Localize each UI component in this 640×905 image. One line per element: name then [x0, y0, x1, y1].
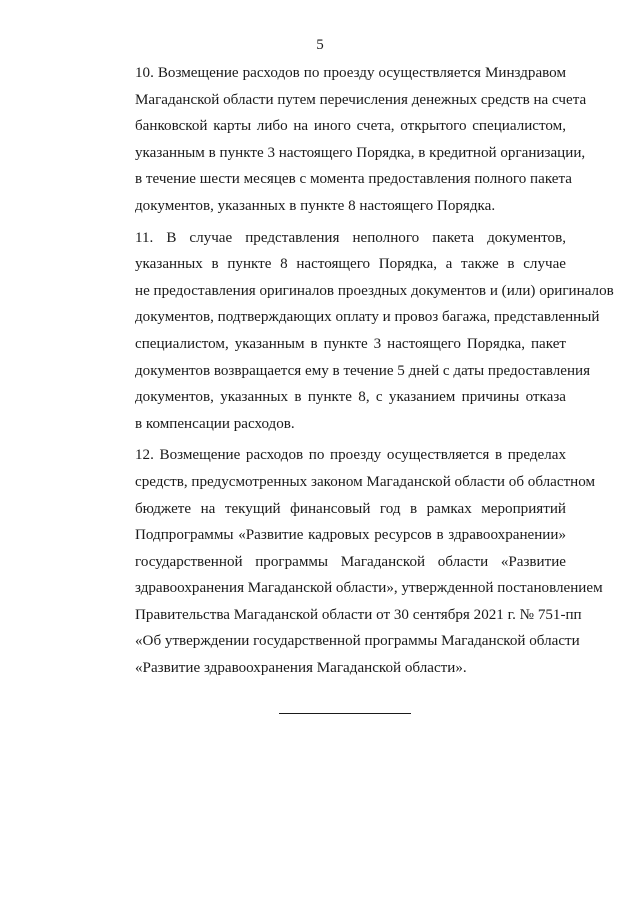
text-line: указанных в пункте 8 настоящего Порядка, а также в случае — [135, 256, 566, 273]
text-line: документов, указанных в пункте 8 настоящего Порядка. — [135, 197, 496, 214]
text-line: не предоставления оригиналов проездных документов и (или) оригиналов — [135, 282, 614, 299]
page-number: 5 — [316, 37, 324, 53]
text-line: Подпрограммы «Развитие кадровых ресурсов в здравоохранении» — [135, 527, 566, 544]
paragraph-11 — [101, 225, 614, 438]
paragraph-10 — [101, 60, 587, 220]
text-line: здравоохранения Магаданской области», утвержденной постановлением — [135, 580, 603, 597]
text-line: в течение шести месяцев с момента предоставления полного пакета — [135, 171, 572, 188]
text-line: 10. Возмещение расходов по проезду осуществляется Минздравом — [135, 65, 566, 81]
text-line: Магаданской области путем перечисления денежных средств на счета — [135, 91, 587, 108]
text-line: Правительства Магаданской области от 30 сентября 2021 г. № 751-пп — [135, 606, 582, 623]
text-line: 12. Возмещение расходов по проезду осуществляется в пределах — [135, 447, 566, 464]
text-line: государственной программы Магаданской области «Развитие — [135, 553, 566, 570]
text-line: банковской карты либо на иного счета, открытого специалистом, — [135, 118, 566, 135]
text-line: в компенсации расходов. — [135, 415, 295, 432]
document-body — [101, 60, 614, 687]
text-line: средств, предусмотренных законом Магаданской области об областном — [135, 473, 596, 490]
text-line: 11. В случае представления неполного пакета документов, — [135, 229, 566, 246]
text-line: документов, указанных в пункте 8, с указанием причины отказа — [135, 389, 566, 406]
text-line: специалистом, указанным в пункте 3 настоящего Порядка, пакет — [135, 335, 566, 352]
text-line: документов возвращается ему в течение 5 дней с даты предоставления — [135, 362, 591, 379]
text-line: «Развитие здравоохранения Магаданской области». — [135, 660, 467, 677]
text-line: указанным в пункте 3 настоящего Порядка, в кредитной организации, — [135, 144, 586, 161]
text-line: документов, подтверждающих оплату и провоз багажа, представленный — [135, 309, 600, 326]
text-line: бюджете на текущий финансовый год в рамках мероприятий — [135, 500, 566, 517]
text-line: «Об утверждении государственной программы Магаданской области — [135, 633, 580, 650]
paragraph-12 — [101, 442, 603, 681]
end-divider — [279, 713, 411, 714]
